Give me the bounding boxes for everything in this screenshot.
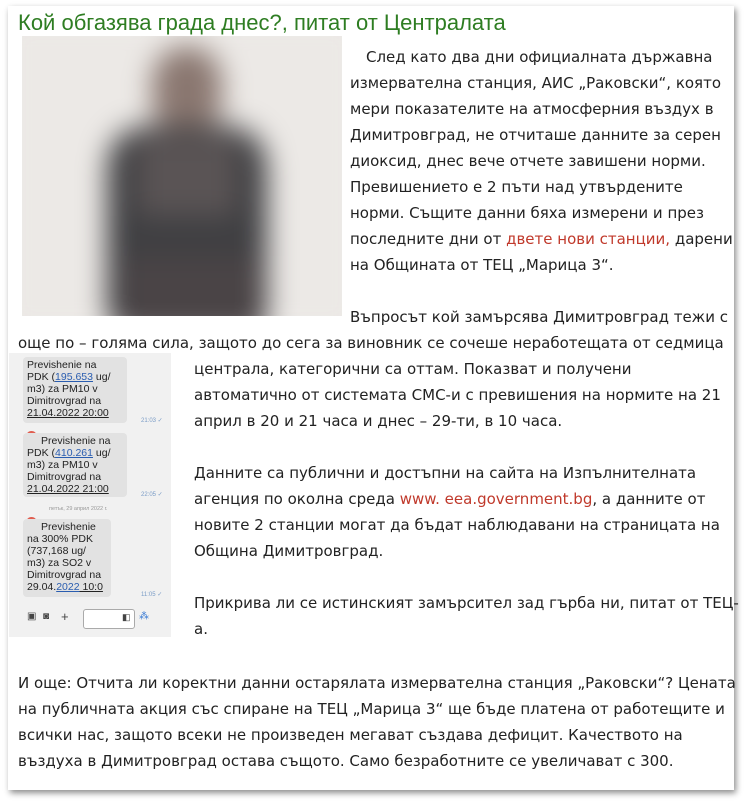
paragraph-1-line: норми. Същите данни бяха измерени и през xyxy=(350,204,704,222)
sms-value-link[interactable]: 2022 xyxy=(56,581,80,593)
camera-icon[interactable]: ◙ xyxy=(43,611,50,622)
sms-line: Dimitrovgrad na xyxy=(27,569,102,581)
paragraph-1-line: измервателна станция, АИС „Раковски“, която xyxy=(350,74,721,92)
sms-line: 21.04.2022 20:00 xyxy=(27,407,109,419)
eea-website-link[interactable]: www. eea.government.bg xyxy=(399,490,593,508)
sms-line: na 300% PDK xyxy=(27,533,93,545)
sms-fragment: ug/ xyxy=(92,371,111,383)
sms-message-2 xyxy=(23,433,127,497)
sms-value-link[interactable]: 410.261 xyxy=(55,447,93,459)
paragraph-5-line: въздуха в Димитровград остава същото. Само безработните се увеличават с 300. xyxy=(18,752,674,770)
paragraph-2-line: Въпросът кой замърсява Димитровград тежи с xyxy=(350,308,728,326)
paragraph-2-line: април в 20 и 21 часа и днес – 29-ти, в 10 часа. xyxy=(194,412,563,430)
gallery-icon[interactable]: ▣ xyxy=(27,611,37,622)
paragraph-1-line: диоксид, днес вече отчете завишени норми. xyxy=(350,152,706,170)
sms-fragment: PDK ( xyxy=(27,371,56,383)
blurred-photo xyxy=(22,36,342,316)
paragraph-4-line: а. xyxy=(194,620,208,638)
paragraph-5-line: на публичната акция със спиране на ТЕЦ „Марица 3“ ще бъде платена от работещите и xyxy=(18,700,725,718)
sms-screenshot xyxy=(9,353,171,637)
sms-value-link[interactable]: 195.653 xyxy=(55,371,93,383)
sms-time: 22:05 ✓ xyxy=(141,492,163,498)
sms-line: (737,168 ug/ xyxy=(27,545,86,557)
sms-line: Previshenie xyxy=(41,521,96,533)
voice-icon[interactable]: ⁂ xyxy=(139,611,149,622)
sms-fragment: PDK ( xyxy=(27,447,56,459)
sms-fragment: 29.04. xyxy=(27,581,57,593)
sms-line: 21.04.2022 21:00 xyxy=(27,483,109,495)
paragraph-2-line: още по – голяма сила, защото до сега за виновник се сочеше неработещата от седмица xyxy=(18,334,724,352)
sticker-icon[interactable]: ◧ xyxy=(122,612,131,622)
paragraph-5-line: И още: Отчита ли коректни данни остарялата измервателна станция „Раковски“? Цената xyxy=(18,674,736,692)
sms-date-separator: петък, 29 април 2022 г. xyxy=(49,506,108,512)
sms-line: Dimitrovgrad na xyxy=(27,395,102,407)
sms-line xyxy=(27,581,107,593)
paragraph-1-line: на Общината от ТЕЦ „Марица 3“. xyxy=(350,256,614,274)
paragraph-1-line: Димитровград, не отчиташе данните за серен xyxy=(350,126,721,144)
text-fragment: дарени xyxy=(670,230,733,248)
sms-line xyxy=(27,447,123,459)
new-stations-link[interactable]: двете нови станции, xyxy=(506,230,671,248)
paragraph-1-line: След като два дни официалната държавна xyxy=(366,48,713,66)
sms-time: 21:03 ✓ xyxy=(141,418,163,424)
text-fragment: последните дни от xyxy=(350,230,507,248)
paragraph-3-line: Данните са публични и достъпни на сайта на Изпълнителната xyxy=(194,464,697,482)
sms-fragment: 10:0 xyxy=(79,581,103,593)
sms-line: m3) za PM10 v xyxy=(27,383,98,395)
sms-message-1 xyxy=(23,357,127,423)
paragraph-1-line: Превишението е 2 пъти над утвърдените xyxy=(350,178,683,196)
paragraph-2-line: централа, категорични са оттам. Показват и получени xyxy=(194,360,632,378)
paragraph-2-line: автоматично от системата СМС-и с превишения на нормите на 21 xyxy=(194,386,721,404)
article-title: Кой обгазява града днес?, питат от Централата xyxy=(18,10,506,35)
sms-fragment: ug/ xyxy=(92,447,111,459)
sms-line xyxy=(27,371,123,383)
paragraph-1-line: мери показателите на атмосферния въздух в xyxy=(350,100,714,118)
sms-line: Previshenie na xyxy=(27,359,97,371)
sms-line: Previshenie na xyxy=(41,435,111,447)
sms-line: m3) za PM10 v xyxy=(27,459,98,471)
paragraph-4-line: Прикрива ли се истинският замърсител зад гърба ни, питат от ТЕЦ- xyxy=(194,594,739,612)
paragraph-1-line xyxy=(350,226,733,252)
sms-line: Dimitrovgrad na xyxy=(27,471,102,483)
paragraph-3-line: Община Димитровград. xyxy=(194,542,384,560)
sms-time: 11:05 ✓ xyxy=(141,592,163,598)
paragraph-3-line: новите 2 станции могат да бъдат наблюдавани на страницата на xyxy=(194,516,720,534)
sms-message-3 xyxy=(23,519,111,597)
sms-composer xyxy=(9,601,171,637)
sms-line: m3) za SO2 v xyxy=(27,557,92,569)
paragraph-3-line xyxy=(194,486,705,512)
plus-icon[interactable]: + xyxy=(61,609,69,624)
text-fragment: агенция по околна среда xyxy=(194,490,400,508)
paragraph-5-line: всички нас, защото всеки не произведен мегават създава дефицит. Качеството на xyxy=(18,726,683,744)
text-fragment: , а данните от xyxy=(592,490,706,508)
